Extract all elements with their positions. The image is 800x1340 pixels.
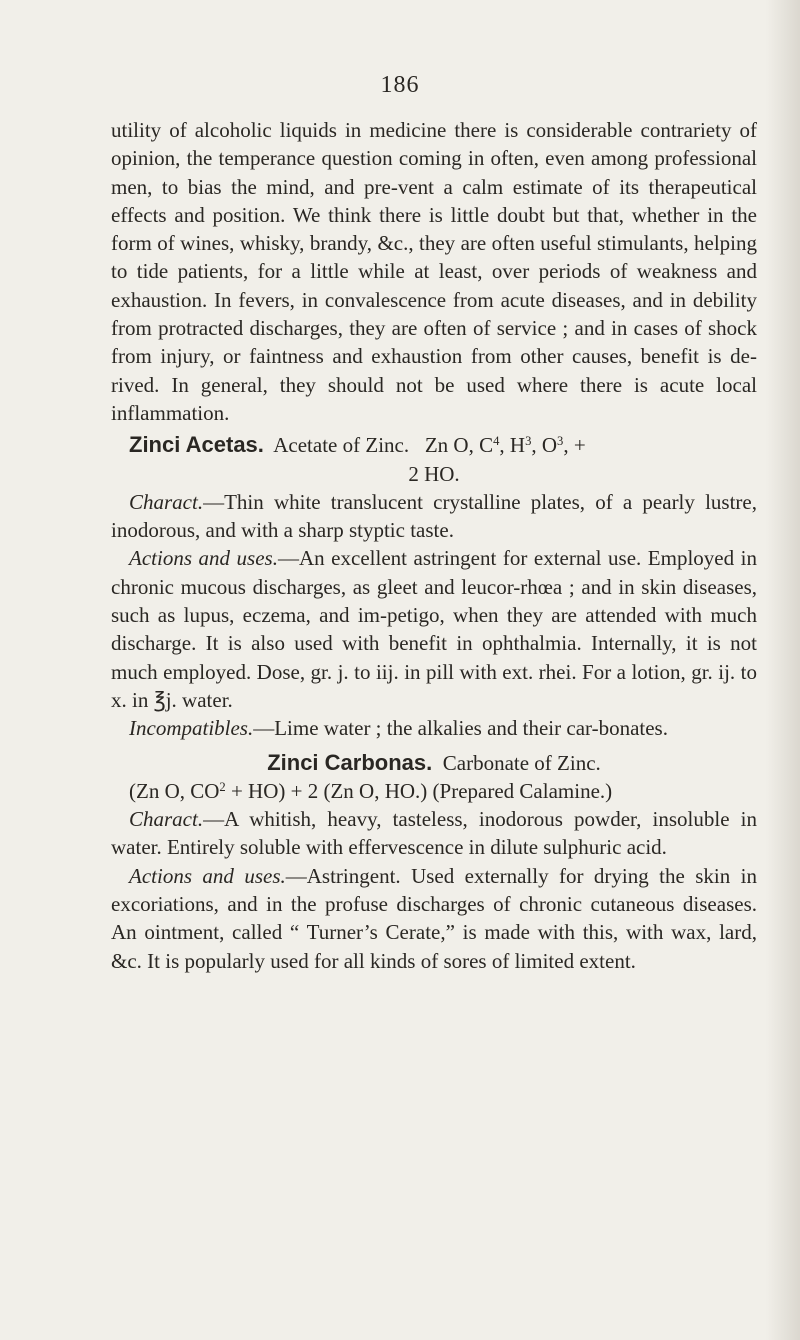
zinc-acetate-name: Acetate of Zinc. — [273, 433, 410, 458]
incompatibles-label: Incompatibles. — [129, 716, 254, 741]
charact-text: —A whitish, heavy, tasteless, inodorous powder, insoluble in water. Entirely soluble with effervescence in dilute sulphuric acid. — [111, 807, 757, 860]
zinc-acetate-charact — [111, 488, 757, 545]
actions-text: —Astringent. Used externally for drying the skin in excoriations, and in the profuse discharges of chronic cutaneous diseases. An ointment, called “ Turner’s Cerate,” is made with this, with wax, lard, &c. It is popularly used for all kinds of sores of limited extent. — [111, 863, 758, 973]
actions-text: —An excellent astringent for external use. Employed in chronic mucous discharges, as gleet and leucor-rhœa ; and in skin diseases, such as lupus, eczema, and im-petigo, when they are attended with much discharge. It is also used with benefit in ophthalmia. Internally, it is not much employed. Dose, gr. j. to iij. in pill with ext. rhei. For a lotion, gr. ij. to x. in ℥j. water. — [111, 546, 757, 712]
zinc-carbonate-sup-1: 2 — [219, 779, 226, 794]
zinc-acetate-heading-line — [111, 431, 757, 459]
zinc-acetate-actions — [111, 544, 757, 714]
charact-label: Charact. — [129, 489, 204, 514]
zinc-acetate-sup-2: 3 — [525, 434, 532, 449]
zinc-carbonate-formula-b: + HO) + 2 (Zn O, HO.) (Prepared Calamine.) — [225, 778, 613, 803]
zinc-acetate-sup-1: 4 — [493, 434, 500, 449]
charact-label: Charact. — [129, 807, 204, 832]
zinc-acetate-formula-b: , H — [499, 433, 526, 458]
paragraph-alcohol: utility of alcoholic liquids in medicine there is considerable contrariety of opinion, the temperance question coming in often, even among professional men, to bias the mind, and pre-vent a calm estimate of its therapeutical effects and position. We think there is little doubt but that, whether in the form of wines, whisky, brandy, &c., they are often useful stimulants, helping to tide patients, for a little while at least, over periods of weakness and exhaustion. In fevers, in convalescence from acute diseases, and in debility from protracted discharges, they are often of service ; and in cases of shock from injury, or faintness and exhaustion from other causes, benefit is de-rived. In general, they should not be used where there is acute local inflammation. — [111, 118, 757, 425]
charact-text: —Thin white translucent crystalline plates, of a pearly lustre, inodorous, and with a sharp styptic taste. — [111, 489, 757, 543]
zinc-carbonate-name: Carbonate of Zinc. — [442, 750, 601, 775]
zinc-acetate-formula-d: , + — [563, 433, 586, 458]
zinc-carbonate-charact — [111, 805, 757, 862]
page-edge-shadow — [766, 0, 800, 1340]
body-text — [111, 116, 757, 975]
page-number: 186 — [380, 72, 420, 98]
zinc-carbonate-formula-a: (Zn O, CO — [129, 778, 220, 803]
actions-label: Actions and uses. — [129, 546, 278, 571]
zinc-acetate-formula-c: , O — [531, 433, 558, 458]
zinc-carbonate-heading-line — [111, 749, 757, 777]
zinc-acetate-incompatibles — [111, 714, 757, 742]
zinc-carbonate-heading: Zinci Carbonas. — [267, 749, 433, 775]
actions-label: Actions and uses. — [129, 863, 286, 888]
zinc-acetate-formula-a: Zn O, C — [424, 433, 494, 458]
zinc-acetate-heading: Zinci Acetas. — [129, 432, 264, 458]
incompatibles-text: —Lime water ; the alkalies and their car-bonates. — [253, 716, 668, 741]
zinc-acetate-formula-line2: 2 HO. — [408, 461, 460, 486]
zinc-acetate-sup-3: 3 — [557, 434, 564, 449]
zinc-carbonate-formula — [111, 777, 757, 805]
zinc-carbonate-actions — [111, 862, 757, 975]
